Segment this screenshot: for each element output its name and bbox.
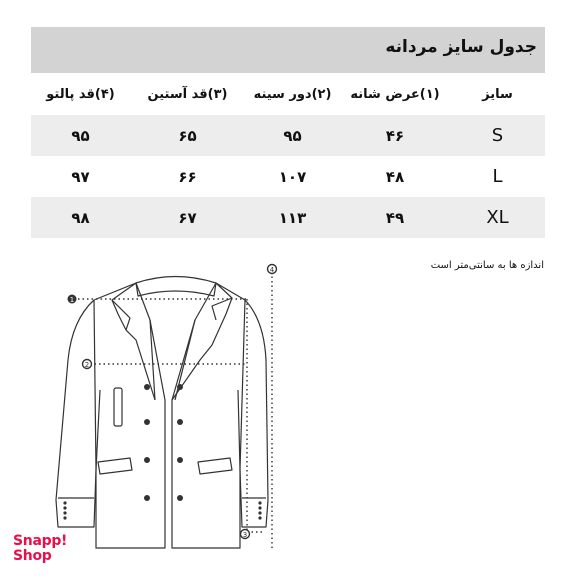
logo-line-2: Shop xyxy=(13,548,52,564)
size-cell: L xyxy=(492,166,503,187)
size-cell: S xyxy=(450,115,545,156)
marker-2 xyxy=(83,360,92,370)
sleeve-cell: ۶۷ xyxy=(130,197,245,238)
logo-line-1: Snapp! xyxy=(13,533,68,549)
snappshop-logo xyxy=(13,534,67,564)
svg-text:3: 3 xyxy=(242,531,248,539)
header-length: (۴)قد پالتو xyxy=(46,86,115,102)
measurement-note: اندازه ها به سانتی‌متر است xyxy=(430,260,544,271)
chest-cell: ۹۵ xyxy=(245,115,340,156)
svg-text:2: 2 xyxy=(84,361,90,369)
header-chest: (۲)دور سینه xyxy=(253,86,332,102)
chest-cell: ۱۰۷ xyxy=(278,167,307,186)
measure-lines xyxy=(78,272,272,548)
header-sleeve: (۳)قد آستین xyxy=(147,86,228,102)
sleeve-cell: ۶۵ xyxy=(130,115,245,156)
svg-text:4: 4 xyxy=(269,266,275,274)
svg-text:1: 1 xyxy=(69,296,75,304)
marker-4 xyxy=(268,265,277,275)
chest-cell: ۱۱۳ xyxy=(245,197,340,238)
sleeve-cell: ۶۶ xyxy=(178,167,197,186)
shoulder-cell: ۴۸ xyxy=(385,167,405,186)
table-title: جدول سایز مردانه xyxy=(385,37,537,57)
length-cell: ۹۷ xyxy=(71,167,90,186)
marker-1 xyxy=(68,295,77,305)
length-cell: ۹۵ xyxy=(31,115,130,156)
coat-buttons xyxy=(63,384,261,520)
header-size: سایز xyxy=(482,86,513,102)
marker-3 xyxy=(241,530,250,540)
length-cell: ۹۸ xyxy=(31,197,130,238)
size-cell: XL xyxy=(450,197,545,238)
shoulder-cell: ۴۹ xyxy=(340,197,450,238)
coat-outline xyxy=(56,277,268,549)
header-shoulder: (۱)عرض شانه xyxy=(350,86,440,102)
shoulder-cell: ۴۶ xyxy=(340,115,450,156)
